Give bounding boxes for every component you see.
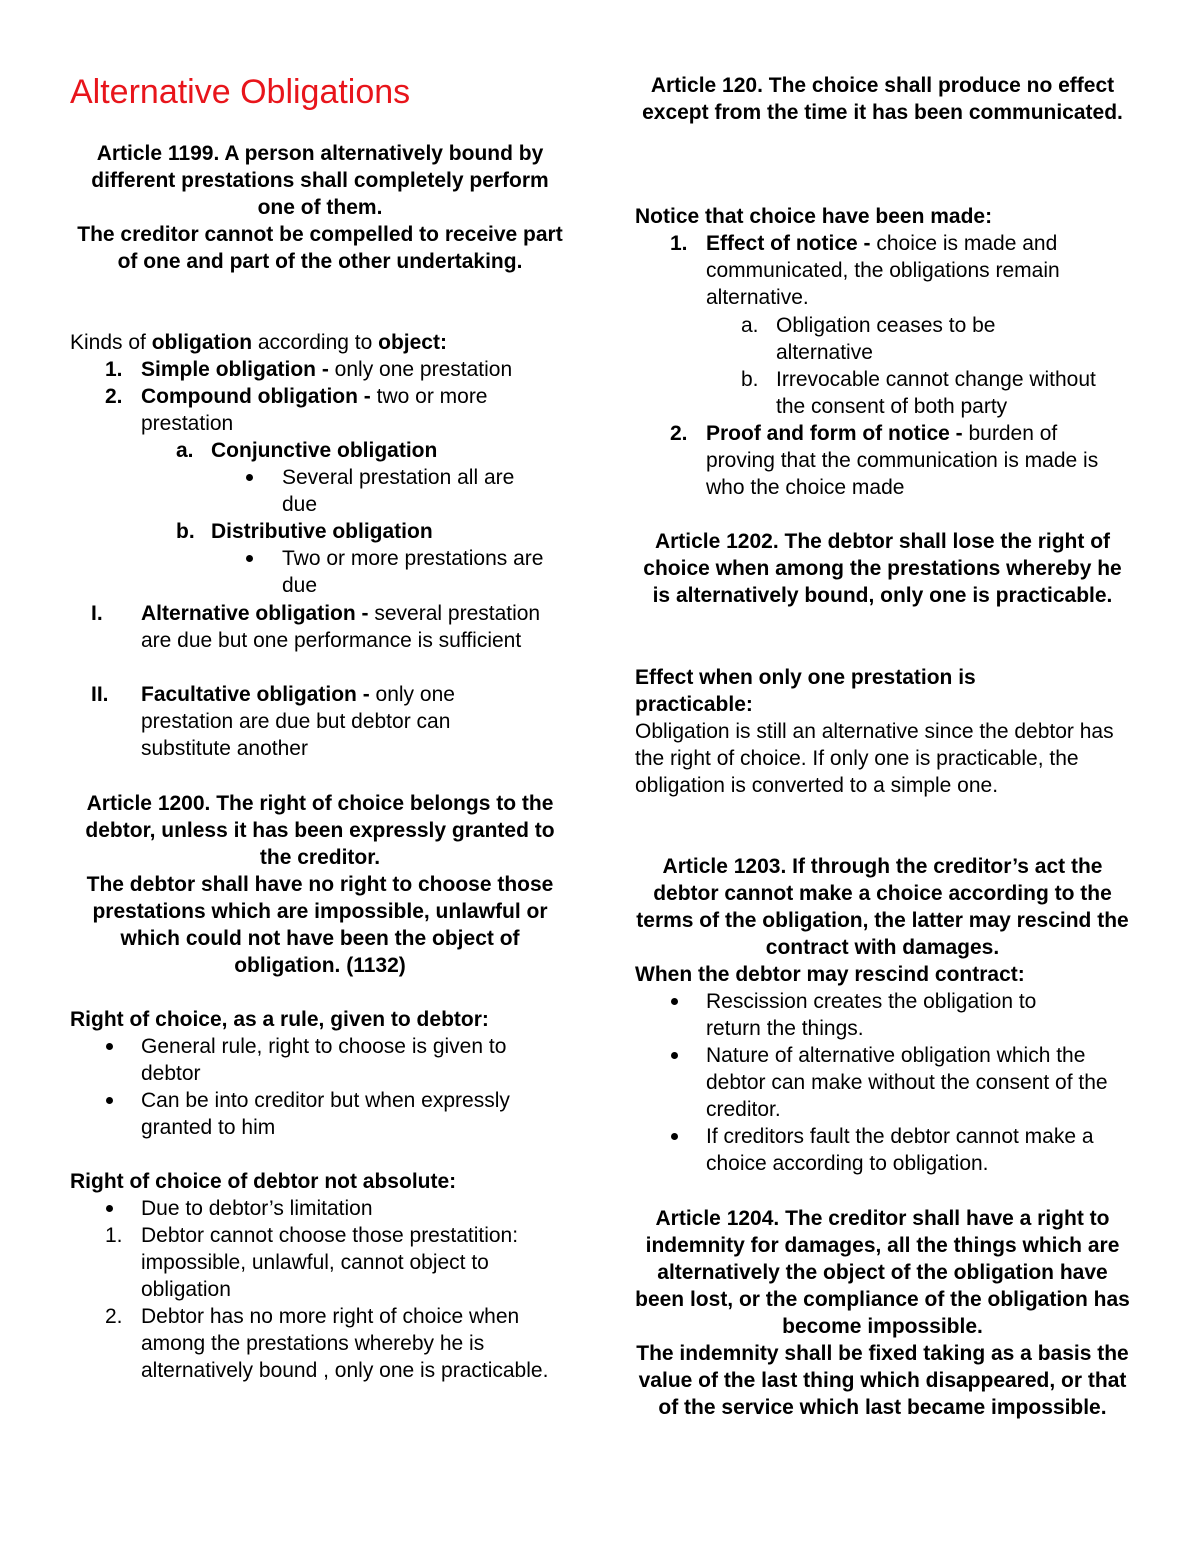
bullet-text: Can be into creditor but when expressly granted to him [141,1089,510,1139]
list-term: Alternative obligation - [141,602,375,625]
article-1202-text: Article 1202. The debtor shall lose the right of choice when among the prestations whereby he is alternatively bound, only one is practicable. [643,530,1122,607]
article-1199 [70,140,570,275]
list-desc: burden of proving that the communication is made is who the choice made [706,422,1099,499]
bullet-dot [671,1052,678,1059]
sub-list-item [176,437,571,464]
bullet-item [706,988,1086,1042]
bullet-item [282,464,552,518]
bullet-dot [671,1133,678,1140]
bullet-text: If creditors fault the debtor cannot make a choice according to obligation. [706,1125,1094,1175]
article-1201 [635,72,1130,126]
list-item [670,420,1126,501]
list-marker: 1. [670,232,688,255]
sub-list-item [176,518,571,545]
list-marker: 1. [105,358,123,381]
bullet-text: Two or more prestations are due [282,547,544,597]
sub-text: Obligation ceases to be alternative [776,314,996,364]
list-term: Simple obligation - [141,358,335,381]
list-item [105,356,571,383]
bullet-text: Rescission creates the obligation to return the things. [706,990,1037,1040]
bullet-item [706,1123,1126,1177]
sub-marker: a. [741,314,759,337]
list-term: Compound obligation - [141,385,377,408]
not-absolute-heading: Right of choice of debtor not absolute: [70,1170,457,1193]
bullet-item [282,545,552,599]
rescind-heading: When the debtor may rescind contract: [635,963,1025,986]
bullet-text: Several prestation all are due [282,466,515,516]
kinds-intro [70,329,570,356]
bullet-dot [246,555,253,562]
bullet-dot [106,1205,113,1212]
list-desc: only one prestation [334,358,513,381]
article-1201-text: Article 120. The choice shall produce no effect except from the time it has been communicated. [642,74,1123,124]
list-text: Debtor cannot choose those prestatition: impossible, unlawful, cannot object to obligation [141,1224,519,1301]
article-1202 [635,528,1130,609]
bullet-item [141,1033,561,1087]
kinds-intro-a: Kinds of [70,331,152,354]
bullet-dot [106,1043,113,1050]
list-marker: 2. [105,385,123,408]
list-term: Proof and form of notice - [706,422,969,445]
list-desc: choice is made and communicated, the obligations remain alternative. [706,232,1060,309]
list-term: Effect of notice - [706,232,877,255]
kinds-intro-b: obligation [151,331,253,354]
sub-marker: b. [741,368,759,391]
bullet-text: General rule, right to choose is given to debtor [141,1035,507,1085]
bullet-dot [106,1097,113,1104]
article-1204-text-b: The indemnity shall be fixed taking as a basis the value of the last thing which disappeared, or that of the service which last became impossible. [636,1342,1129,1419]
article-1204 [635,1205,1130,1421]
article-1199-text: Article 1199. A person alternatively bound by different prestations shall completely perform one of them. [91,142,549,219]
list-item [105,383,551,437]
sub-list-item [741,312,1076,366]
list-marker: I. [91,602,103,625]
bullet-dot [246,474,253,481]
bullet-item [706,1042,1134,1123]
list-item [91,600,566,654]
notice-heading: Notice that choice have been made: [635,205,993,228]
page-title: Alternative Obligations [70,73,411,111]
kinds-intro-d: object: [378,331,447,354]
sub-term: Conjunctive obligation [211,439,438,462]
list-text: Debtor has no more right of choice when among the prestations whereby he is alternatively bound , only one is practicable. [141,1305,549,1382]
article-1200-text-b: The debtor shall have no right to choose those prestations which are impossible, unlawful or which could not have been the object of obligation. (1132) [86,873,554,977]
effect-heading: Effect when only one prestation is practicable: [635,666,976,716]
sub-term: Distributive obligation [211,520,433,543]
list-marker: 2. [670,422,688,445]
list-desc: several prestation are due but one performance is sufficient [141,602,541,652]
bullet-text: Nature of alternative obligation which the debtor can make without the consent of the creditor. [706,1044,1108,1121]
kinds-intro-c: according to [252,331,379,354]
list-item [105,1222,571,1303]
sub-text: Irrevocable cannot change without the consent of both party [776,368,1096,418]
list-desc: two or more prestation [141,385,488,435]
list-desc: only one prestation are due but debtor can substitute another [141,683,455,760]
list-term: Facultative obligation - [141,683,376,706]
list-item [670,230,1126,311]
right-of-choice-heading: Right of choice, as a rule, given to debtor: [70,1008,489,1031]
list-item [91,681,541,762]
list-marker: 2. [105,1305,123,1328]
bullet-text: Due to debtor’s limitation [141,1197,373,1220]
article-1199-text-b: The creditor cannot be compelled to receive part of one and part of the other undertaking. [77,223,563,273]
article-1200 [70,790,570,979]
article-1203-text: Article 1203. If through the creditor’s act the debtor cannot make a choice according to the terms of the obligation, the latter may rescind the contract with damages. [636,855,1129,959]
article-1203 [635,853,1130,961]
list-item [105,1303,571,1384]
sub-marker: a. [176,439,194,462]
article-1204-text: Article 1204. The creditor shall have a right to indemnity for damages, all the things which are alternatively the object of the obligation have been lost, or the compliance of the obligation has become impossible. [635,1207,1130,1338]
bullet-item [141,1087,566,1141]
bullet-dot [671,998,678,1005]
bullet-item [141,1195,566,1222]
list-marker: 1. [105,1224,123,1247]
effect-text: Obligation is still an alternative since the debtor has the right of choice. If only one is practicable, the obligation is converted to a simple one. [635,720,1114,797]
sub-marker: b. [176,520,195,543]
list-marker: II. [91,683,109,706]
article-1200-text: Article 1200. The right of choice belongs to the debtor, unless it has been expressly granted to the creditor. [85,792,555,869]
sub-list-item [741,366,1126,420]
